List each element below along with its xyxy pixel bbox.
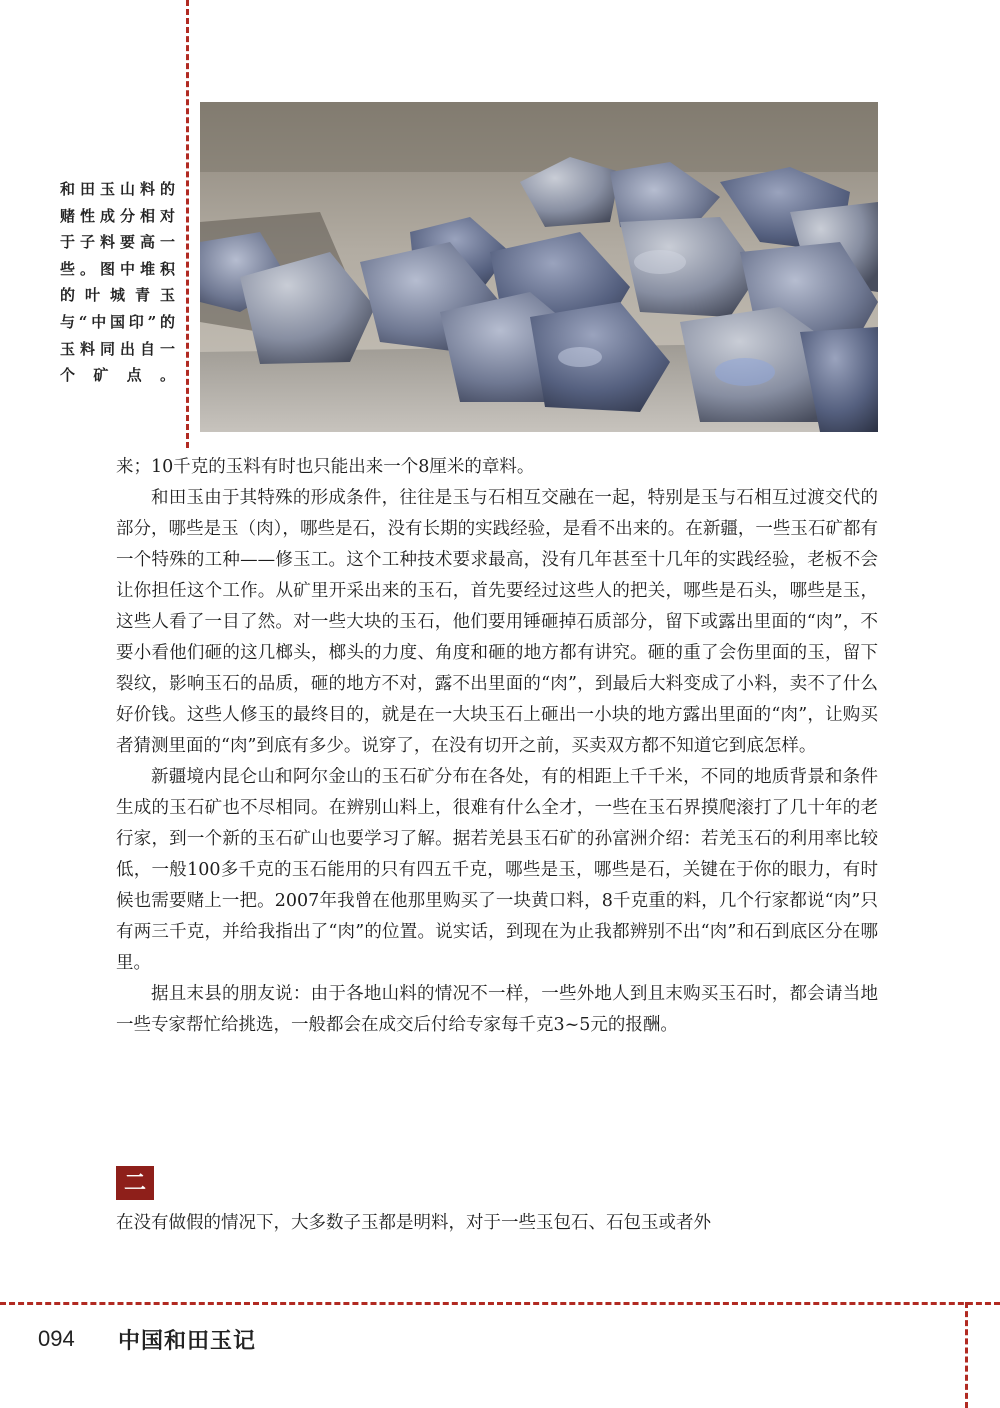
book-title: 中国和田玉记	[118, 1328, 257, 1354]
margin-dashed-rule	[186, 0, 189, 448]
footer-corner-dashed-rule	[965, 1302, 968, 1408]
paragraph-3: 新疆境内昆仑山和阿尔金山的玉石矿分布在各处，有的相距上千千米，不同的地质背景和条件生成的玉石矿也不尽相同。在辨别山料上，很难有什么全才，一些在玉石界摸爬滚打了几十年的老行家，到一个新的玉石矿山也要学习了解。据若羌县玉石矿的孙富洲介绍：若羌玉石的利用率比较低，一般100多千克的玉石能用的只有四五千克，哪些是玉，哪些是石，关键在于你的眼力，有时候也需要赌上一把。2007年我曾在他那里购买了一块黄口料，8千克重的料，几个行家都说“肉”只有两三千克，并给我指出了“肉”的位置。说实话，到现在为止我都辨别不出“肉”和石到底区分在哪里。	[116, 767, 878, 973]
paragraph-4: 据且末县的朋友说：由于各地山料的情况不一样，一些外地人到且末购买玉石时，都会请当地一些专家帮忙给挑选，一般都会在成交后付给专家每千克3~5元的报酬。	[116, 984, 878, 1035]
footer-dashed-rule	[0, 1302, 1000, 1305]
jade-stones-photo	[200, 102, 878, 432]
body-text	[116, 452, 878, 1041]
section-number-badge: 二	[116, 1166, 154, 1200]
jade-stones-illustration	[200, 102, 878, 432]
paragraph-1: 来；10千克的玉料有时也只能出来一个8厘米的章料。	[116, 457, 535, 477]
page-number: 094	[38, 1326, 75, 1351]
paragraph-2: 和田玉由于其特殊的形成条件，往往是玉与石相互交融在一起，特别是玉与石相互过渡交代的部分，哪些是玉（肉），哪些是石，没有长期的实践经验，是看不出来的。在新疆，一些玉石矿都有一个特殊的工种——修玉工。这个工种技术要求最高，没有几年甚至十几年的实践经验，老板不会让你担任这个工作。从矿里开采出来的玉石，首先要经过这些人的把关，哪些是石头，哪些是玉，这些人看了一目了然。对一些大块的玉石，他们要用锤砸掉石质部分，留下或露出里面的“肉”，不要小看他们砸的这几榔头，榔头的力度、角度和砸的地方都有讲究。砸的重了会伤里面的玉，留下裂纹，影响玉石的品质，砸的地方不对，露不出里面的“肉”，到最后大料变成了小料，卖不了什么好价钱。这些人修玉的最终目的，就是在一大块玉石上砸出一小块的地方露出里面的“肉”，让购买者猜测里面的“肉”到底有多少。说穿了，在没有切开之前，买卖双方都不知道它到底怎样。	[116, 488, 878, 756]
section-first-line: 在没有做假的情况下，大多数子玉都是明料，对于一些玉包石、石包玉或者外	[116, 1213, 711, 1233]
photo-caption: 和田玉山料的赌性成分相对于子料要高一些。图中堆积的叶城青玉与“中国印”的玉料同出自一个矿点。	[60, 180, 178, 385]
